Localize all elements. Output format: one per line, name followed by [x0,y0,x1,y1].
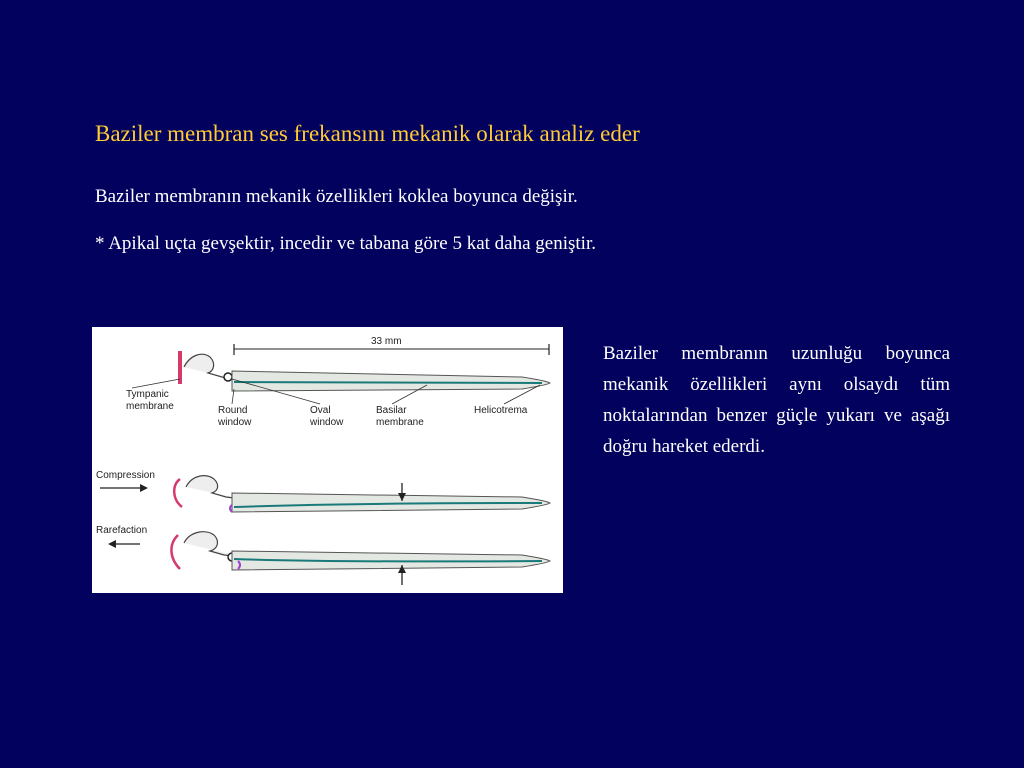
round-window-label-2: window [218,417,252,428]
slide-title: Baziler membran ses frekansını mekanik olarak analiz eder [95,121,640,146]
cochlea-diagram-svg [92,327,563,593]
tympanic-membrane-compression [174,479,182,507]
tympanic-label-2: membrane [126,401,174,412]
rarefaction-panel [96,525,550,585]
body-line-2: * Apikal uçta gevşektir, incedir ve tabana göre 5 kat daha geniştir. [95,233,596,254]
rarefaction-label: Rarefaction [96,525,148,536]
helicotrema-label: Helicotrema [474,405,528,416]
oval-window-label-2: window [310,417,344,428]
length-label: 33 mm [371,336,402,347]
cochlea-diagram [92,327,563,593]
basilar-label-2: membrane [376,417,424,428]
round-window-label-1: Round [218,405,248,416]
cochlea-body [232,371,550,391]
basilar-label-1: Basilar [376,405,407,416]
basilar-membrane-line [234,382,542,383]
compression-arrowhead [140,484,148,492]
oval-window-shape [224,373,232,381]
tympanic-leader [132,379,180,388]
tympanic-membrane-rarefaction [171,535,180,569]
tympanic-label-1: Tympanic [126,389,169,400]
uncoiled-cochlea-labeled [126,336,550,428]
rarefaction-arrowhead [108,540,116,548]
side-paragraph: Baziler membranın uzunluğu boyunca mekanik özellikleri aynı olsaydı tüm noktalarından benzer güçle yukarı ve aşağı doğru hareket ederdi. [603,343,950,457]
compression-label: Compression [96,470,155,481]
oval-window-label-1: Oval [310,405,331,416]
body-line-1: Baziler membranın mekanik özellikleri koklea boyunca değişir. [95,186,578,207]
compression-panel [96,470,550,512]
